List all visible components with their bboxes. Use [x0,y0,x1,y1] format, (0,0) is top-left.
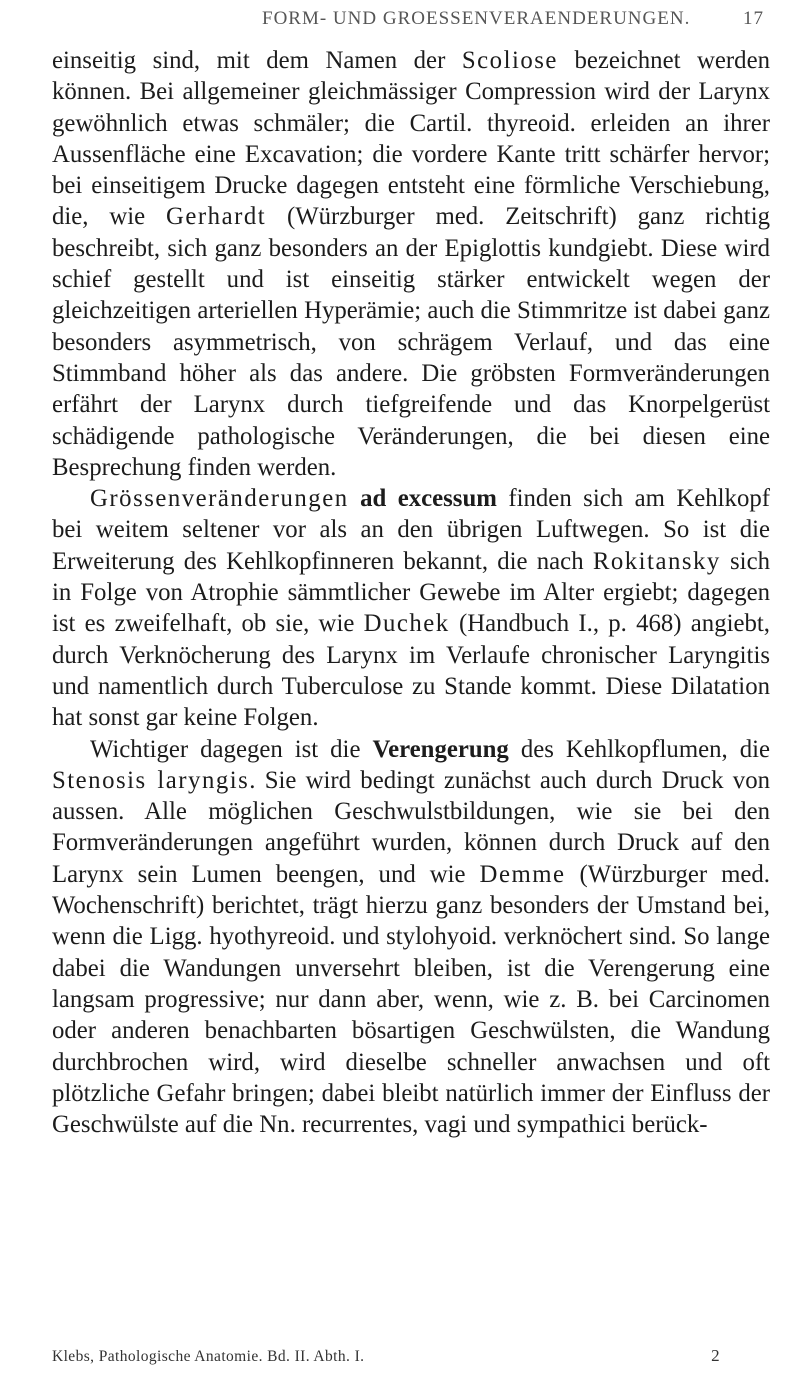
footer-citation: Klebs, Pathologische Anatomie. Bd. II. Abth. I. [52,1348,365,1365]
spaced-name: Rokitansky [592,547,721,575]
text-run: (Handbuch I., p. 468) angiebt, durch Verknöcherung des Larynx im Verlaufe chronischer Laryngitis und namentlich durch Tuberculose zu Stande kommt. Diese Dilatation hat sonst gar keine Folgen. [52,610,770,732]
text-run: (Würzburger med. Zeitschrift) ganz richtig beschreibt, sich ganz besonders an der Epiglottis kundgiebt. Diese wird schief gestellt und ist einseitig stärker entwickelt wegen der gleichzeitigen arteriellen Hyperämie; auch die Stimmritze ist dabei ganz besonders asymmetrisch, von schrägem Verlauf, und das eine Stimmband höher als das andere. Die gröbsten Formveränderungen erfährt der Larynx durch tiefgreifende und das Knorpelgerüst schädigende pathologische Veränderungen, die bei diesen eine Besprechung finden werden. [52,203,770,481]
page-footer [52,1348,770,1366]
spaced-name: Demme [479,860,566,888]
text-run: finden sich am Kehlkopf bei weitem seltener vor als an den übrigen Luftwegen. So ist die Erweiterung des Kehlkopfinneren bekannt, die nach [52,485,770,575]
text-run: bezeichnet werden können. Bei allgemeiner gleichmässiger Compression wird der Larynx gewöhnlich etwas schmäler; die Cartil. thyreoid. erleiden an ihrer Aussenfläche eine Excavation; die vordere Kante tritt schärfer hervor; bei einseitigem Drucke dagegen entsteht eine förmliche Verschiebung, die, wie [52,47,770,231]
bold-term: ad excessum [360,485,497,513]
paragraph [52,734,770,1141]
body-text [52,45,770,1140]
spaced-name: Stenosis laryngis [52,766,250,794]
text-run: Wichtiger dagegen ist die [90,735,373,763]
signature-mark: 2 [711,1346,720,1365]
text-run [349,485,360,512]
text-run: des Kehlkopflumen, die [508,735,771,763]
spaced-name: Gerhardt [166,203,267,231]
text-run: (Würzburger med. Wochenschrift) berichtet, trägt hierzu ganz besonders der Umstand bei, wenn die Ligg. hyothyreoid. und stylohyoid. verknöchert sind. So lange dabei die Wandungen unversehrt bleiben, ist die Verengerung eine langsam progressive; nur dann aber, wenn, wie z. B. bei Carcinomen oder anderen benachbarten bösartigen Geschwülsten, die Wandung durchbrochen wird, wird dieselbe schneller anwachsen und oft plötzliche Gefahr bringen; dabei bleibt natürlich immer der Einfluss der Geschwülste auf die Nn. recurrentes, vagi und sympathici berück- [52,860,770,1139]
text-run: sich in Folge von Atrophie sämmtlicher Gewebe im Alter ergiebt; dagegen ist es zweifelhaft, ob sie, wie [52,547,770,638]
paragraph [52,483,770,733]
text-run: . Sie wird bedingt zunächst auch durch Druck von aussen. Alle möglichen Geschwulstbildungen, wie sie bei den Formveränderungen angeführt wurden, können durch Druck auf den Larynx sein Lumen beengen, und wie [52,766,770,888]
spaced-name: Duchek [363,610,450,638]
running-title: FORM- UND GROESSENVERAENDERUNGEN. [262,8,691,29]
paragraph [52,45,770,483]
spaced-name: Scoliose [461,47,558,74]
bold-term: Verengerung [372,735,509,763]
page-number: 17 [743,8,764,29]
running-header [52,4,764,34]
text-run: einseitig sind, mit dem Namen der [52,47,462,74]
spaced-name: Grössenveränderungen [90,485,349,513]
